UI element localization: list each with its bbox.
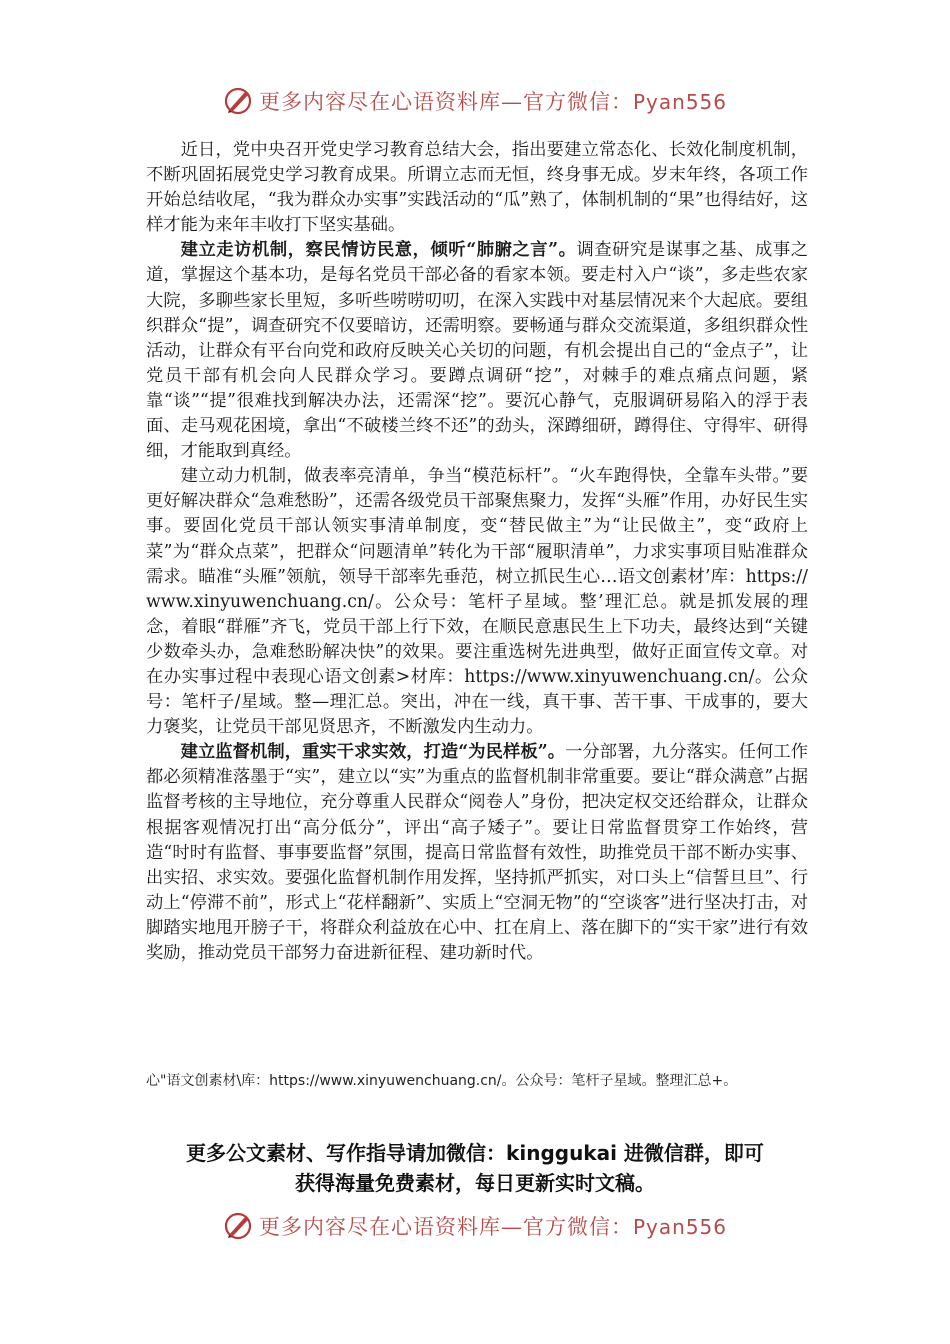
paragraph-heading: 建立走访机制，察民情访民意，倾听“肺腑之言”。 bbox=[180, 240, 577, 261]
banner-wechat-id: Pyan556 bbox=[632, 1215, 727, 1239]
paragraph-1: 近日，党中央召开党史学习教育总结大会，指出要建立常态化、长效化制度机制，不断巩固拓展党史学习教育成果。所谓立志而无恒，终身事无成。岁末年终，各项工作开始总结收尾，“我为群众办实事”实践活动的“瓜”熟了，体制机制的“果”也得结好，这样才能为来年丰收打下坚实基础。 bbox=[146, 140, 808, 236]
header-banner bbox=[0, 86, 950, 126]
pen-logo-icon bbox=[223, 1211, 253, 1241]
paragraph-4: 建立监督机制，重实干求实效，打造“为民样板”。一分部署，九分落实。任何工作都必须精准落墨于“实”，建立以“实”为重点的监督机制非常重要。要让“群众满意”占据监督考核的主导地位，充分尊重人民群众“阅卷人”身份，把决定权交还给群众，让群众根据客观情况打出“高分低分”，评出“高子矮子”。要让日常监督贯穿工作始终，营造“时时有监督、事事要监督”氛围，提高日常监督有效性，助推党员干部不断办实事、出实招、求实效。要强化监督机制作用发挥，坚持抓严抓实，对口头上“信誓旦旦”、行动上“停滞不前”，形式上“花样翻新”、实质上“空洞无物”的“空谈客”进行坚决打击，对脚踏实地甩开膀子干，将群众利益放在心中、扛在肩上、落在脚下的“实干家”进行有效奖励，推动党员干部努力奋进新征程、建功新时代。 bbox=[146, 742, 808, 963]
source-note: 心"语文创素材\库：https://www.xinyuwenchuang.cn/。公众号：笔杆子星域。整理汇总+。 bbox=[146, 1073, 738, 1089]
promo-line-2: 获得海量免费素材，每日更新实时文稿。 bbox=[295, 1171, 655, 1195]
paragraph-3: 建立动力机制，做表率亮清单，争当“模范标杆”。“火车跑得快，全靠车头带。”要更好解决群众“急难愁盼”，还需各级党员干部聚焦聚力，发挥“头雁”作用，办好民生实事。要固化党员干部认领实事清单制度，变“替民做主”为“让民做主”，变“政府上菜”为“群众点菜”，把群众“问题清单”转化为干部“履职清单”，力求实事项目贴准群众需求。瞄准“头雁”领航，领导干部率先垂范，树立抓民生心…语文创素材’库：https://www.xinyuwenchuang.cn/。公众号：笔杆子星域。整’理汇总。就是抓发展的理念，着眼“群雁”齐飞，党员干部上行下效，在顺民意惠民生上下功夫，最终达到“关键少数牵头办，急难愁盼解决快”的效果。要注重选树先进典型，做好正面宣传文章。对在办实事过程中表现心语文创素>材库：https://www.xinyuwenchuang.cn/。公众号：笔杆子/星域。整—理汇总。突出，冲在一线，真干事、苦干事、干成事的，要大力褒奖，让党员干部见贤思齐，不断激发内生动力。 bbox=[146, 466, 808, 738]
promo-line-1: 更多公文素材、写作指导请加微信：kinggukai 进微信群，即可 bbox=[186, 1141, 764, 1165]
footer-banner bbox=[0, 1211, 950, 1251]
article-body bbox=[146, 138, 808, 966]
promo-notice bbox=[120, 1138, 830, 1198]
pen-logo-icon bbox=[223, 86, 253, 116]
paragraph-2: 建立走访机制，察民情访民意，倾听“肺腑之言”。调查研究是谋事之基、成事之道，掌握这个基本功，是每名党员干部必备的看家本领。要走村入户“谈”，多走些农家大院，多聊些家长里短，多听些唠唠叨叨，在深入实践中对基层情况来个大起底。要组织群众“提”，调查研究不仅要暗访，还需明察。要畅通与群众交流渠道，多组织群众性活动，让群众有平台向党和政府反映关心关切的问题，有机会提出自己的“金点子”，让党员干部有机会向人民群众学习。要蹲点调研“挖”，对棘手的难点痛点问题，紧靠“谈”“提”很难找到解决办法，还需深“挖”。要沉心静气，克服调研易陷入的浮于表面、走马观花困境，拿出“不破楼兰终不还”的劲头，深蹲细研，蹲得住、守得牢、研得细，才能取到真经。 bbox=[146, 240, 808, 462]
banner-label: 更多内容尽在心语资料库—官方微信：Pyan556 bbox=[258, 1215, 727, 1239]
banner-wechat-id: Pyan556 bbox=[632, 90, 727, 114]
paragraph-heading: 建立监督机制，重实干求实效，打造“为民样板”。 bbox=[180, 742, 566, 763]
banner-label: 更多内容尽在心语资料库—官方微信：Pyan556 bbox=[258, 90, 727, 114]
